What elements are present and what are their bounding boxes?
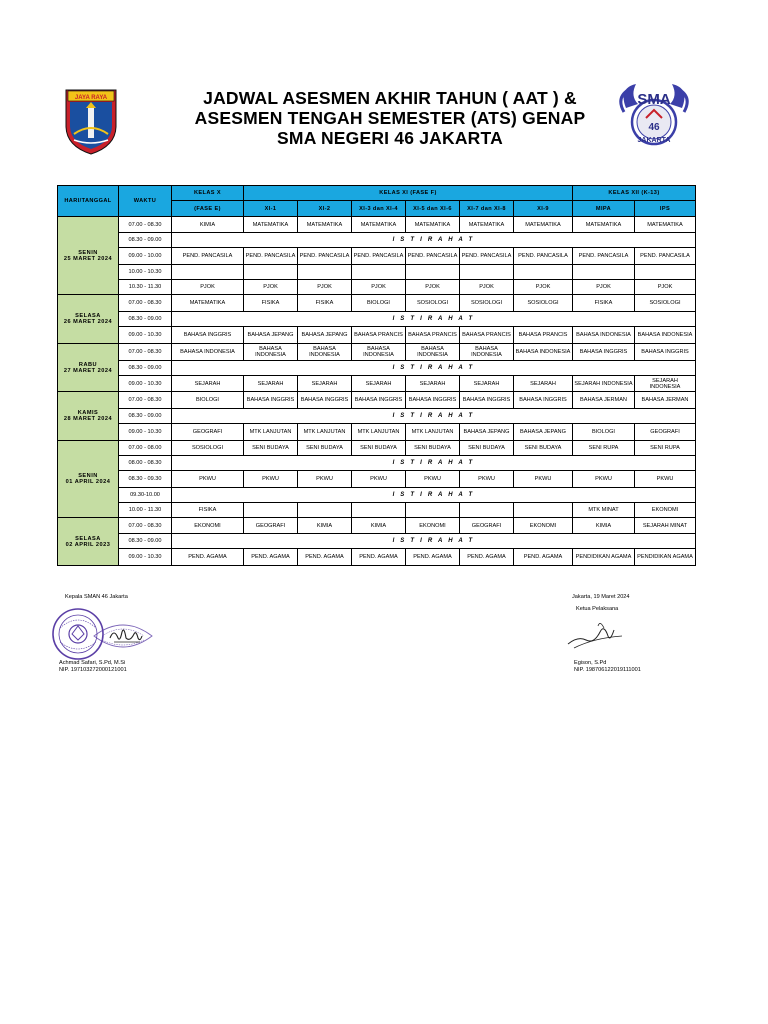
subject-cell: EKONOMI (514, 518, 573, 534)
time-cell: 09.00 - 10.30 (119, 424, 172, 441)
subject-cell: PEND. AGAMA (172, 549, 244, 566)
time-cell: 08.30 - 09.30 (119, 471, 172, 488)
subject-cell: BIOLOGI (573, 424, 635, 441)
subject-cell: BAHASA INGGRIS (635, 344, 696, 361)
jakarta-emblem-logo (62, 86, 120, 156)
table-row (58, 295, 696, 312)
signature-right-role: Ketua Pelaksana (576, 606, 619, 612)
subject-cell: SEJARAH INDONESIA (635, 376, 696, 392)
subject-cell (514, 503, 573, 518)
day-date: 26 MARET 2024 (63, 319, 113, 325)
break-cell: I S T I R A H A T (172, 233, 696, 248)
subject-cell (352, 503, 406, 518)
subject-cell: BAHASA INGGRIS (406, 392, 460, 409)
logo-right-number: 46 (648, 122, 660, 133)
subject-cell: PJOK (172, 280, 244, 295)
subject-cell: BAHASA JEPANG (514, 424, 573, 441)
table-row (58, 248, 696, 265)
time-cell: 08.00 - 08.30 (119, 456, 172, 471)
subject-cell: SOSIOLOGI (172, 441, 244, 456)
subject-cell (244, 265, 298, 280)
subject-cell: PKWU (573, 471, 635, 488)
subject-cell: BAHASA INGGRIS (352, 392, 406, 409)
break-cell: I S T I R A H A T (172, 409, 696, 424)
subject-cell: PEND. AGAMA (406, 549, 460, 566)
header-col-mipa: MIPA (573, 201, 635, 217)
subject-cell (460, 503, 514, 518)
time-cell: 08.30 - 09.00 (119, 534, 172, 549)
subject-cell: MATEMATIKA (460, 217, 514, 233)
header-col-ips: IPS (635, 201, 696, 217)
subject-cell: GEOGRAFI (172, 424, 244, 441)
subject-cell (406, 265, 460, 280)
subject-cell: BAHASA JERMAN (635, 392, 696, 409)
time-cell: 07.00 - 08.30 (119, 344, 172, 361)
time-cell: 07.00 - 08.30 (119, 295, 172, 312)
logo-left-text: JAYA RAYA (74, 95, 108, 101)
subject-cell: BAHASA PRANCIS (406, 327, 460, 344)
subject-cell: PKWU (406, 471, 460, 488)
subject-cell: MATEMATIKA (406, 217, 460, 233)
subject-cell: PJOK (244, 280, 298, 295)
break-cell: I S T I R A H A T (172, 456, 696, 471)
subject-cell: BAHASA INDONESIA (635, 327, 696, 344)
break-cell: I S T I R A H A T (172, 534, 696, 549)
subject-cell: BAHASA INGGRIS (244, 392, 298, 409)
subject-cell: BAHASA INDONESIA (298, 344, 352, 361)
subject-cell: SEJARAH (406, 376, 460, 392)
header-col-xi-5-6: XI-5 dan XI-6 (406, 201, 460, 217)
subject-cell: SENI BUDAYA (352, 441, 406, 456)
subject-cell: PJOK (406, 280, 460, 295)
time-cell: 08.30 - 09.00 (119, 233, 172, 248)
subject-cell: KIMIA (573, 518, 635, 534)
subject-cell: BIOLOGI (172, 392, 244, 409)
subject-cell (244, 503, 298, 518)
table-row (58, 265, 696, 280)
subject-cell: MATEMATIKA (172, 295, 244, 312)
subject-cell: PKWU (172, 471, 244, 488)
day-name: SELASA (75, 313, 101, 319)
subject-cell: PKWU (244, 471, 298, 488)
subject-cell: BAHASA INDONESIA (244, 344, 298, 361)
table-row (58, 534, 696, 549)
subject-cell: SEJARAH (298, 376, 352, 392)
subject-cell: PEND. PANCASILA (406, 248, 460, 265)
subject-cell: PJOK (460, 280, 514, 295)
header-kelas-x: KELAS X (172, 186, 244, 201)
day-cell (58, 392, 119, 441)
header-waktu: WAKTU (119, 186, 172, 217)
signature-right-handwriting-icon (564, 618, 628, 652)
subject-cell: FISIKA (172, 503, 244, 518)
subject-cell: GEOGRAFI (635, 424, 696, 441)
table-row (58, 376, 696, 392)
day-date: 01 APRIL 2024 (65, 479, 111, 485)
subject-cell: PEND. PANCASILA (635, 248, 696, 265)
subject-cell: MTK LANJUTAN (352, 424, 406, 441)
table-row (58, 471, 696, 488)
subject-cell: BAHASA INGGRIS (573, 344, 635, 361)
signature-right-place-date: Jakarta, 19 Maret 2024 (572, 594, 630, 600)
subject-cell: PJOK (635, 280, 696, 295)
signature-left-name: Achmad Safari, S.Pd, M.Si (59, 660, 126, 666)
day-cell (58, 441, 119, 518)
subject-cell: SOSIOLOGI (406, 295, 460, 312)
subject-cell: MTK LANJUTAN (244, 424, 298, 441)
subject-cell: PENDIDIKAN AGAMA (573, 549, 635, 566)
subject-cell: EKONOMI (172, 518, 244, 534)
subject-cell: MTK LANJUTAN (298, 424, 352, 441)
subject-cell: EKONOMI (635, 503, 696, 518)
subject-cell (406, 503, 460, 518)
day-date: 25 MARET 2024 (63, 255, 113, 262)
table-row (58, 280, 696, 295)
subject-cell: BAHASA INDONESIA (172, 344, 244, 361)
day-name: SENIN (78, 249, 98, 256)
day-cell (58, 217, 119, 295)
break-cell: I S T I R A H A T (172, 361, 696, 376)
subject-cell: BAHASA PRANCIS (352, 327, 406, 344)
subject-cell: SEJARAH (172, 376, 244, 392)
table-row (58, 488, 696, 503)
subject-cell: FISIKA (298, 295, 352, 312)
subject-cell: MATEMATIKA (635, 217, 696, 233)
table-row (58, 456, 696, 471)
time-cell: 08.30 - 09.00 (119, 312, 172, 327)
day-name: SENIN (78, 473, 98, 479)
time-cell: 09.30-10.00 (119, 488, 172, 503)
subject-cell: BAHASA INDONESIA (573, 327, 635, 344)
table-row (58, 217, 696, 233)
header-kelas-xii: KELAS XII (K-13) (573, 186, 696, 201)
subject-cell: PJOK (298, 280, 352, 295)
subject-cell (172, 265, 244, 280)
subject-cell (573, 265, 635, 280)
table-row (58, 344, 696, 361)
subject-cell: GEOGRAFI (460, 518, 514, 534)
subject-cell: PKWU (298, 471, 352, 488)
table-row (58, 392, 696, 409)
subject-cell: BAHASA INDONESIA (352, 344, 406, 361)
subject-cell: BAHASA PRANCIS (460, 327, 514, 344)
subject-cell: BAHASA INDONESIA (460, 344, 514, 361)
header-col-xi-3-4: XI-3 dan XI-4 (352, 201, 406, 217)
subject-cell: PEND. PANCASILA (352, 248, 406, 265)
subject-cell: SENI BUDAYA (460, 441, 514, 456)
day-date: 02 APRIL 2023 (65, 541, 111, 548)
day-cell (58, 518, 119, 566)
subject-cell: SENI BUDAYA (244, 441, 298, 456)
subject-cell: PEND. AGAMA (298, 549, 352, 566)
subject-cell: SENI RUPA (635, 441, 696, 456)
subject-cell: SENI BUDAYA (514, 441, 573, 456)
subject-cell: EKONOMI (406, 518, 460, 534)
schedule-table (57, 185, 696, 566)
subject-cell: KIMIA (172, 217, 244, 233)
subject-cell: PJOK (352, 280, 406, 295)
title-line-2: ASESMEN TENGAH SEMESTER (ATS) GENAP (194, 108, 586, 128)
subject-cell: BAHASA JEPANG (244, 327, 298, 344)
day-name: SELASA (75, 535, 101, 542)
day-cell (58, 295, 119, 344)
subject-cell (460, 265, 514, 280)
day-date: 28 MARET 2024 (63, 416, 113, 422)
time-cell: 07.00 - 08.30 (119, 392, 172, 409)
subject-cell: BAHASA INGGRIS (460, 392, 514, 409)
table-row (58, 327, 696, 344)
subject-cell: SEJARAH (244, 376, 298, 392)
header-col-xi-9: XI-9 (514, 201, 573, 217)
time-cell: 09.00 - 10.30 (119, 549, 172, 566)
subject-cell: MTK LANJUTAN (406, 424, 460, 441)
subject-cell: PJOK (573, 280, 635, 295)
table-row (58, 441, 696, 456)
header-fase-e: (FASE E) (172, 201, 244, 217)
time-cell: 07.00 - 08.30 (119, 217, 172, 233)
subject-cell: SENI BUDAYA (406, 441, 460, 456)
subject-cell: SOSIOLOGI (635, 295, 696, 312)
document-title (160, 88, 620, 148)
header-hari-tanggal: HARI/TANGGAL (58, 186, 119, 217)
sma-46-logo (616, 78, 692, 154)
time-cell: 09.00 - 10.00 (119, 248, 172, 265)
day-name: KAMIS (77, 410, 99, 416)
time-cell: 09.00 - 10.30 (119, 376, 172, 392)
subject-cell (635, 265, 696, 280)
table-row (58, 424, 696, 441)
subject-cell: PJOK (514, 280, 573, 295)
subject-cell: GEOGRAFI (244, 518, 298, 534)
subject-cell: BAHASA JEPANG (460, 424, 514, 441)
subject-cell: KIMIA (352, 518, 406, 534)
subject-cell: PEND. PANCASILA (460, 248, 514, 265)
subject-cell: PKWU (514, 471, 573, 488)
table-row (58, 233, 696, 248)
subject-cell: BAHASA INDONESIA (406, 344, 460, 361)
time-cell: 07.00 - 08.30 (119, 518, 172, 534)
subject-cell: SOSIOLOGI (514, 295, 573, 312)
subject-cell (298, 503, 352, 518)
subject-cell: MATEMATIKA (244, 217, 298, 233)
subject-cell: BAHASA PRANCIS (514, 327, 573, 344)
signature-left-role: Kepala SMAN 46 Jakarta (65, 594, 128, 600)
header-col-xi-1: XI-1 (244, 201, 298, 217)
subject-cell: MTK MINAT (573, 503, 635, 518)
subject-cell: MATEMATIKA (514, 217, 573, 233)
time-cell: 10.00 - 11.30 (119, 503, 172, 518)
subject-cell: PKWU (460, 471, 514, 488)
logo-right-text-bottom: JAKARTA (637, 137, 671, 144)
subject-cell: MATEMATIKA (573, 217, 635, 233)
subject-cell: PKWU (635, 471, 696, 488)
time-cell: 08.30 - 09.00 (119, 361, 172, 376)
day-name: RABU (78, 361, 98, 368)
subject-cell: BAHASA INGGRIS (298, 392, 352, 409)
header-kelas-xi: KELAS XI (FASE F) (244, 186, 573, 201)
table-row (58, 518, 696, 534)
subject-cell: FISIKA (244, 295, 298, 312)
schedule-body (58, 217, 696, 566)
subject-cell (352, 265, 406, 280)
subject-cell: BAHASA INDONESIA (514, 344, 573, 361)
subject-cell: SEJARAH MINAT (635, 518, 696, 534)
subject-cell: PEND. PANCASILA (514, 248, 573, 265)
time-cell: 10.00 - 10.30 (119, 265, 172, 280)
subject-cell: SEJARAH (460, 376, 514, 392)
subject-cell (298, 265, 352, 280)
header-col-xi-2: XI-2 (298, 201, 352, 217)
time-cell: 09.00 - 10.30 (119, 327, 172, 344)
table-row (58, 312, 696, 327)
subject-cell: PEND. PANCASILA (573, 248, 635, 265)
table-row (58, 409, 696, 424)
subject-cell: BAHASA INGGRIS (172, 327, 244, 344)
signature-right-name: Egison, S.Pd (574, 660, 607, 666)
day-date: 27 MARET 2024 (63, 367, 113, 374)
subject-cell: PEND. AGAMA (460, 549, 514, 566)
subject-cell: BAHASA JEPANG (298, 327, 352, 344)
signature-right-nip: NIP. 198706122019111001 (574, 667, 641, 673)
subject-cell: PEND. AGAMA (244, 549, 298, 566)
logo-right-text-top: SMA (637, 91, 671, 108)
subject-cell: MATEMATIKA (298, 217, 352, 233)
subject-cell: BAHASA INGGRIS (514, 392, 573, 409)
subject-cell: PEND. PANCASILA (244, 248, 298, 265)
subject-cell: PEND. AGAMA (352, 549, 406, 566)
subject-cell: PEND. PANCASILA (298, 248, 352, 265)
subject-cell: FISIKA (573, 295, 635, 312)
subject-cell: PEND. AGAMA (514, 549, 573, 566)
title-line-3: SMA NEGERI 46 JAKARTA (277, 128, 503, 148)
time-cell: 10.30 - 11.30 (119, 280, 172, 295)
subject-cell: PENDIDIKAN AGAMA (635, 549, 696, 566)
table-row (58, 361, 696, 376)
subject-cell: SEJARAH (514, 376, 573, 392)
time-cell: 07.00 - 08.00 (119, 441, 172, 456)
signature-left-handwriting-icon (108, 624, 144, 646)
subject-cell: PKWU (352, 471, 406, 488)
title-line-1: JADWAL ASESMEN AKHIR TAHUN ( AAT ) & (203, 88, 577, 108)
time-cell: 08.30 - 09.00 (119, 409, 172, 424)
subject-cell: BAHASA JERMAN (573, 392, 635, 409)
table-row (58, 503, 696, 518)
subject-cell: BIOLOGI (352, 295, 406, 312)
subject-cell: SENI RUPA (573, 441, 635, 456)
subject-cell: SEJARAH (352, 376, 406, 392)
subject-cell: SEJARAH INDONESIA (573, 376, 635, 392)
subject-cell: PEND. PANCASILA (172, 248, 244, 265)
header-col-xi-7-8: XI-7 dan XI-8 (460, 201, 514, 217)
day-cell (58, 344, 119, 392)
subject-cell: MATEMATIKA (352, 217, 406, 233)
subject-cell: SOSIOLOGI (460, 295, 514, 312)
subject-cell (514, 265, 573, 280)
break-cell: I S T I R A H A T (172, 312, 696, 327)
subject-cell: SENI BUDAYA (298, 441, 352, 456)
subject-cell: KIMIA (298, 518, 352, 534)
break-cell: I S T I R A H A T (172, 488, 696, 503)
signature-left-nip: NIP. 197103272000121001 (59, 667, 127, 673)
table-row (58, 549, 696, 566)
